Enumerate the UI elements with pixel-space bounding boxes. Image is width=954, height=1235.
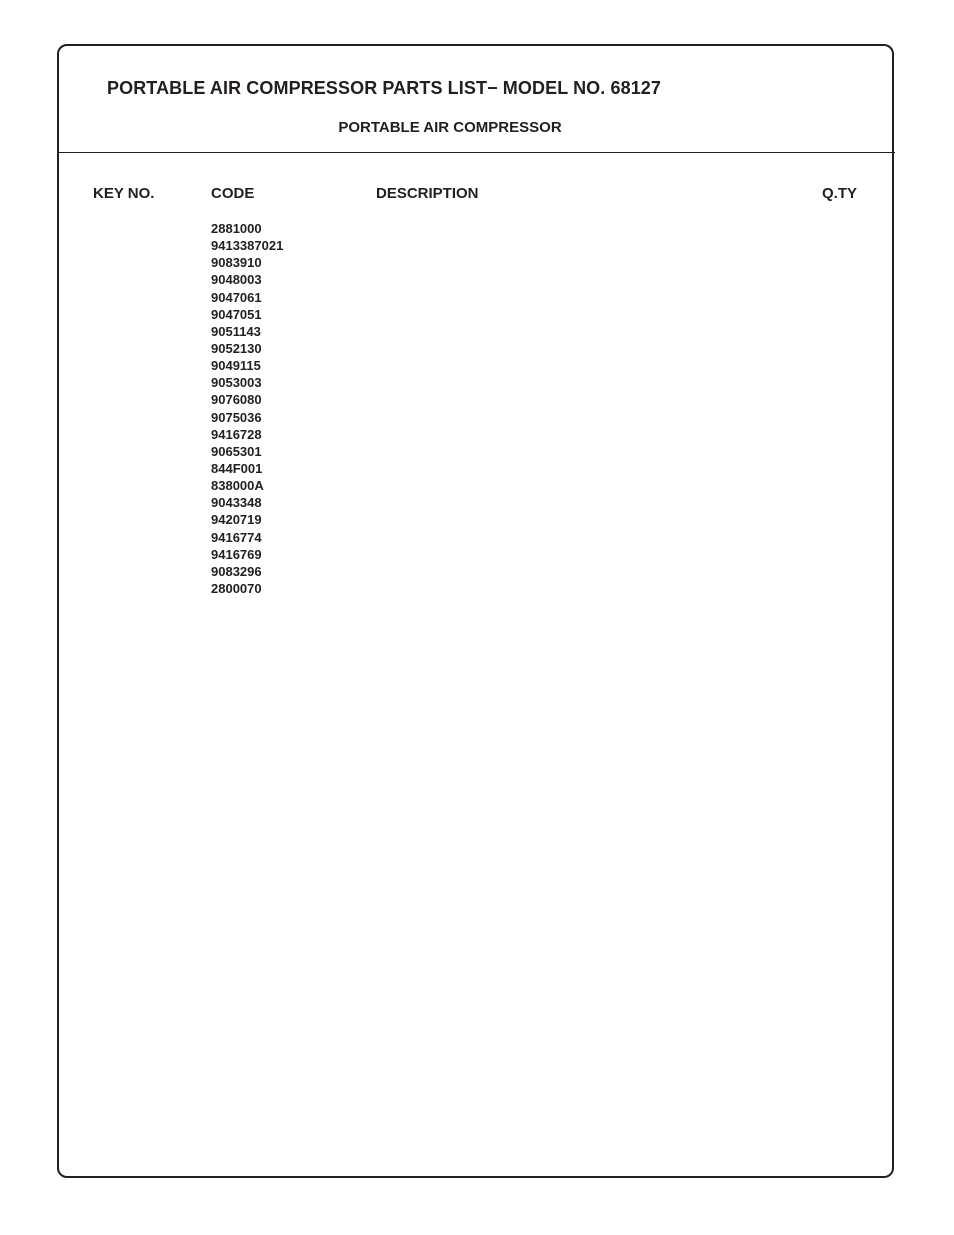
column-header-qty: Q.TY (822, 185, 858, 202)
table-row-code: 9051143 (211, 323, 261, 339)
table-row-code: 9416769 (211, 546, 262, 562)
column-header-code: CODE (211, 185, 255, 202)
table-row-code: 9065301 (211, 443, 262, 459)
table-row-code: 9048003 (211, 272, 262, 288)
column-header-description: DESCRIPTION (376, 185, 479, 202)
table-row-code: 9413387021 (211, 238, 284, 254)
table-row-code: 9047061 (211, 289, 262, 305)
table-row-code: 9416728 (211, 426, 262, 442)
table-row-code: 9420719 (211, 512, 262, 528)
table-row-code: 9083296 (211, 563, 262, 579)
table-row-code: 9043348 (211, 495, 262, 511)
table-row-code: 838000A (211, 478, 264, 494)
table-row-code: 9083910 (211, 255, 262, 271)
table-row-code: 9076080 (211, 392, 262, 408)
page-border (57, 44, 894, 1178)
table-row-code: 9416774 (211, 529, 262, 545)
table-row-code: 9075036 (211, 409, 262, 425)
header-divider (58, 152, 895, 153)
table-row-code: 2800070 (211, 580, 262, 596)
column-header-key-no: KEY NO. (93, 185, 155, 202)
table-row-code: 844F001 (211, 460, 263, 476)
page-subtitle: PORTABLE AIR COMPRESSOR (338, 119, 562, 136)
page-title: PORTABLE AIR COMPRESSOR PARTS LIST− MODEL NO. 68127 (107, 78, 662, 98)
table-row-code: 9049115 (211, 358, 261, 374)
table-row-code: 2881000 (211, 221, 262, 236)
parts-code-list (211, 220, 283, 597)
table-row-code: 9053003 (211, 375, 262, 391)
table-row-code: 9047051 (211, 306, 262, 322)
table-row-code: 9052130 (211, 340, 262, 356)
